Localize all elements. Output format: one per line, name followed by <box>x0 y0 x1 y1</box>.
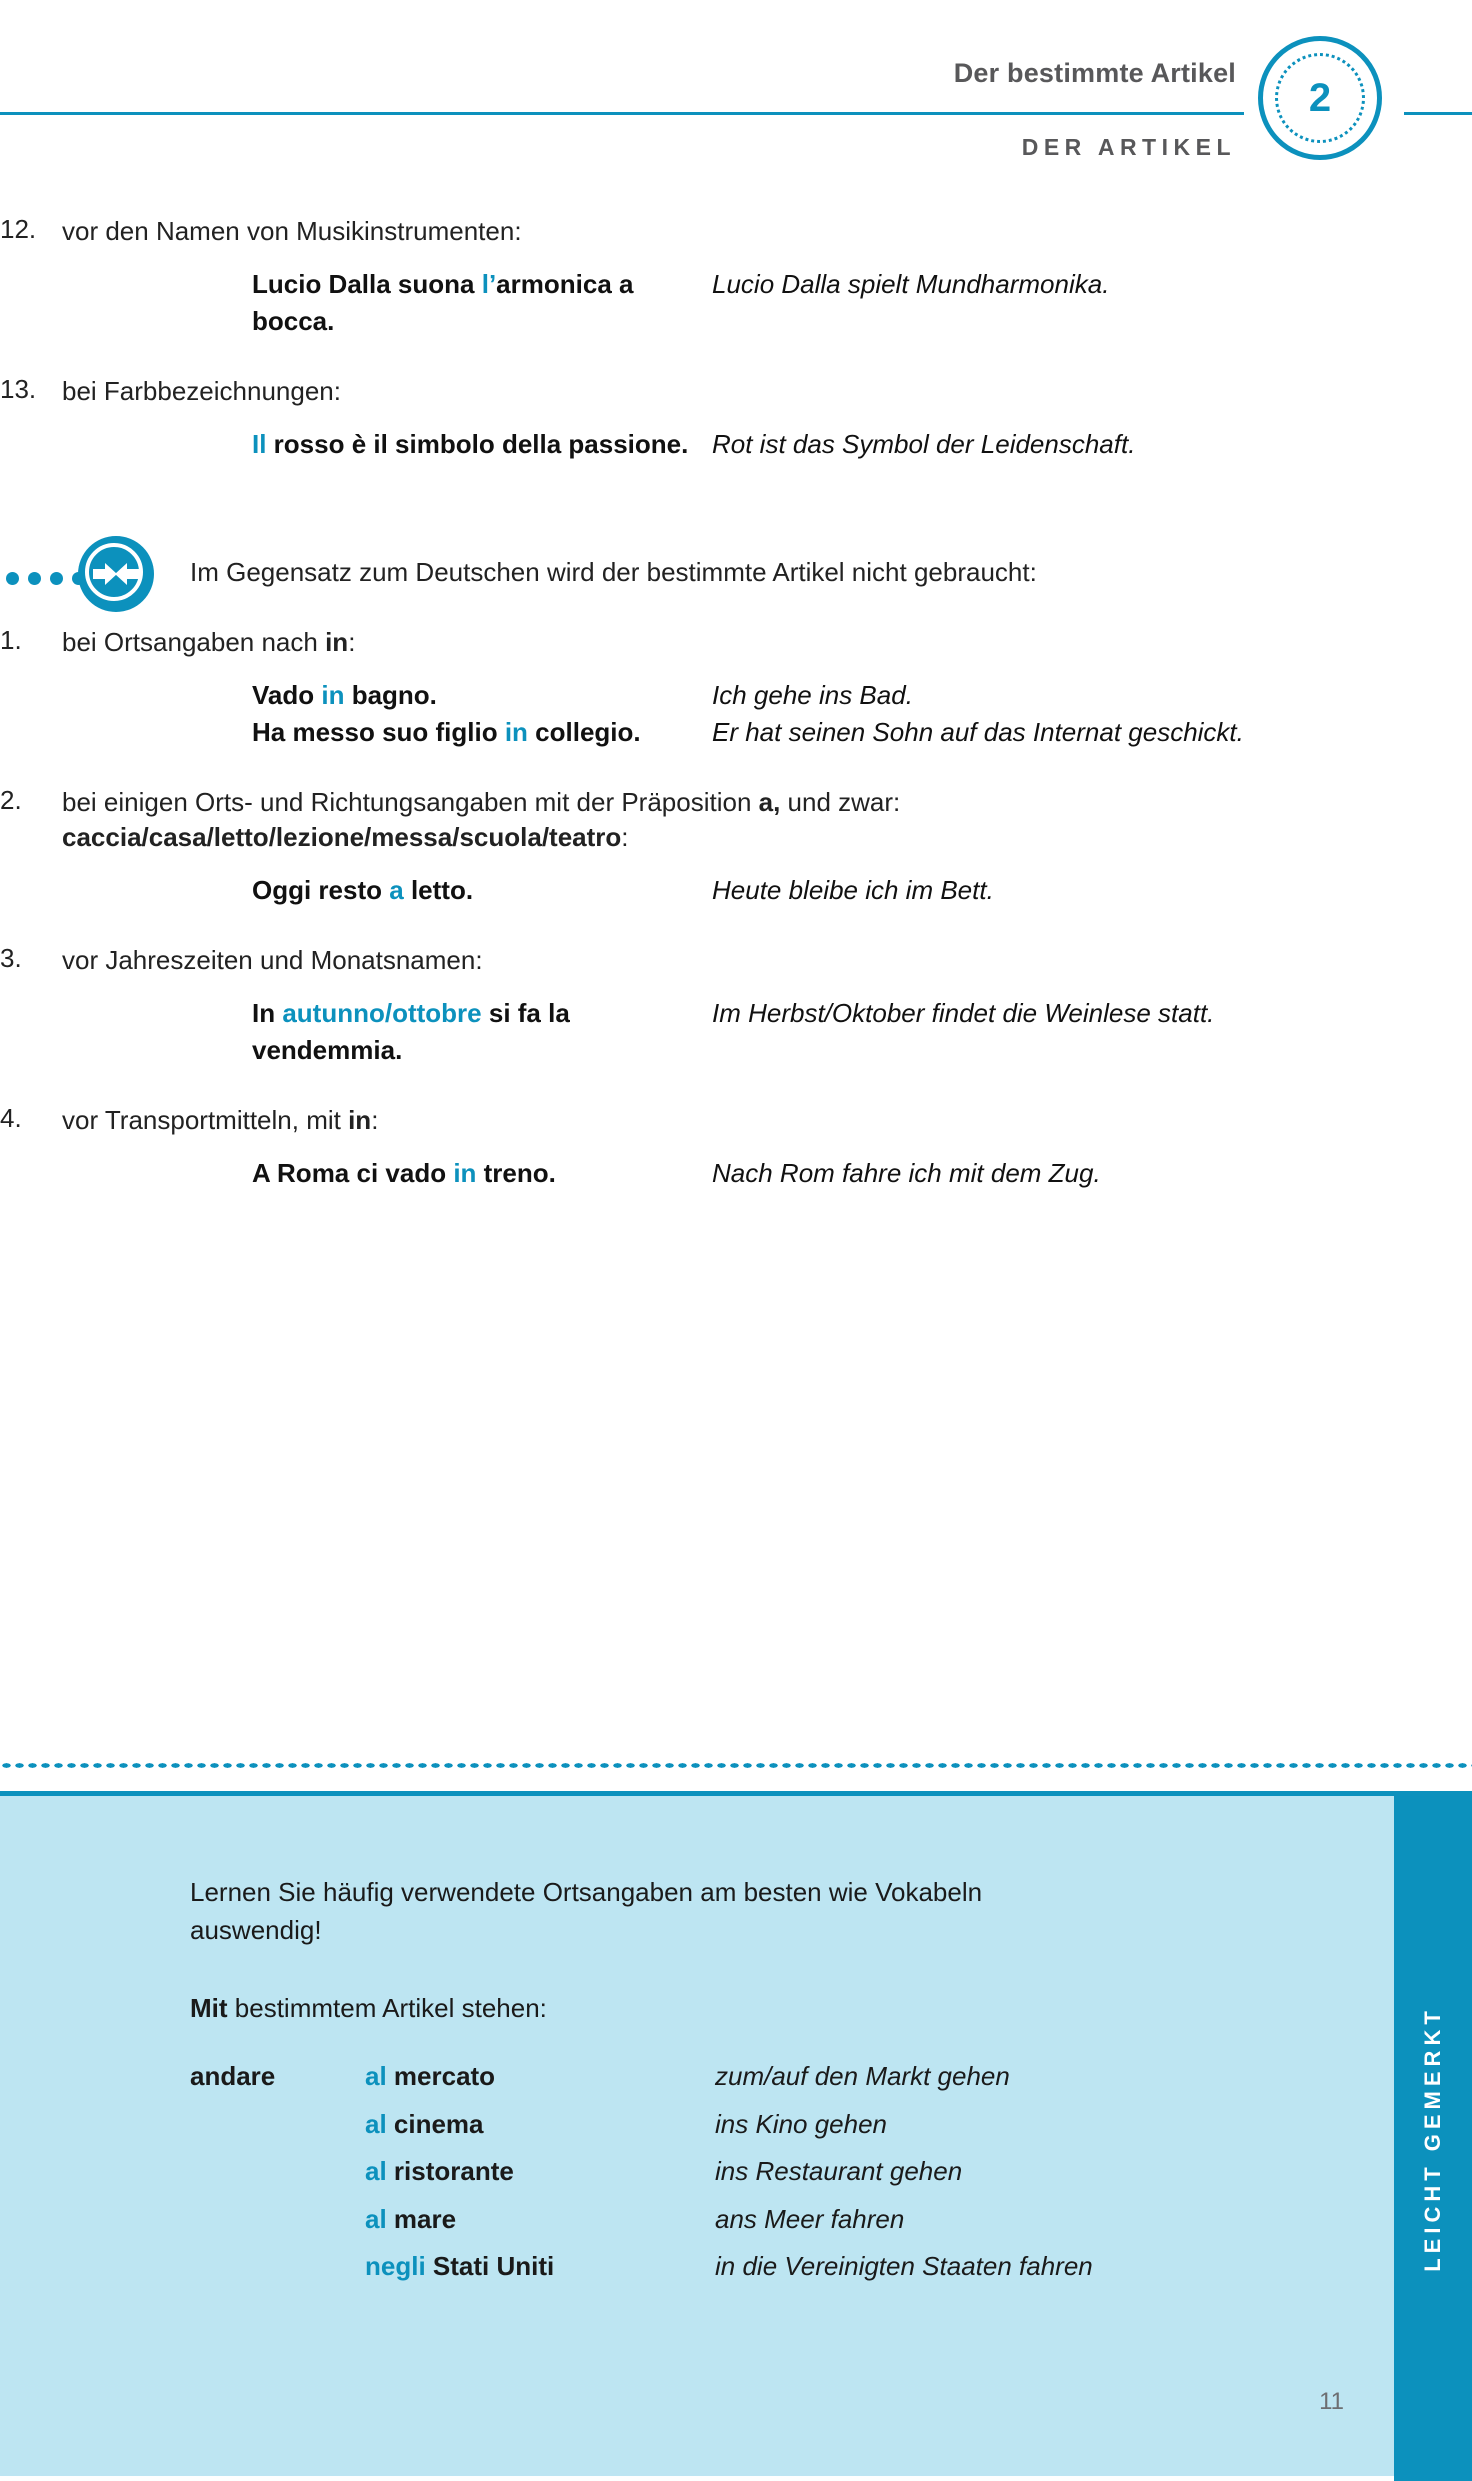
list-item <box>0 625 1472 661</box>
callout-text: Im Gegensatz zum Deutschen wird der bestimmte Artikel nicht gebraucht: <box>190 557 1037 588</box>
example-german <box>712 677 1332 751</box>
example-it-highlight: l’ <box>481 268 497 299</box>
example-it-highlight: autunno/ottobre <box>282 998 482 1029</box>
example-block <box>0 677 1472 751</box>
rule-text: vor den Namen von Musikinstrumenten: <box>62 216 522 246</box>
voc-german: ins Restaurant gehen <box>715 2156 963 2187</box>
rule-text <box>62 785 1472 857</box>
dotted-divider <box>0 1762 1472 1769</box>
rule-text <box>62 1103 1472 1139</box>
voc-italian <box>365 2155 715 2203</box>
example-italian <box>252 1155 712 1192</box>
example-de-line: Er hat seinen Sohn auf das Internat geschickt. <box>712 716 1244 747</box>
example-it-highlight: a <box>389 875 404 906</box>
rule-text: bei Farbbezeichnungen: <box>62 375 341 406</box>
table-row <box>190 2108 1093 2156</box>
tip-box-tab-label: LEICHT GEMERKT <box>1420 2005 1445 2272</box>
leader-dot <box>6 572 19 585</box>
example-block <box>0 995 1472 1069</box>
example-it-pre: Oggi resto <box>252 875 390 906</box>
example-it-post: armonica a bocca. <box>252 268 634 336</box>
example-it-pre: A Roma ci vado <box>252 1157 454 1188</box>
voc-verb <box>190 2108 365 2156</box>
rule-text-bold-list: caccia/casa/letto/lezione/messa/scuola/teatro <box>62 822 622 853</box>
voc-verb <box>190 2203 365 2251</box>
list-item <box>0 214 1472 250</box>
example-german: Lucio Dalla spielt Mundharmonika. <box>712 268 1110 299</box>
example-block <box>0 872 1472 909</box>
example-german: Im Herbst/Oktober findet die Weinlese statt. <box>712 998 1215 1029</box>
voc-italian <box>365 2108 715 2156</box>
voc-german: zum/auf den Markt gehen <box>715 2061 1010 2092</box>
page-number: 11 <box>1319 2388 1344 2415</box>
voc-article: negli <box>365 2251 426 2282</box>
list-item <box>0 785 1472 857</box>
example-italian <box>252 677 712 751</box>
voc-verb <box>190 2155 365 2203</box>
example-german: Rot ist das Symbol der Leidenschaft. <box>712 428 1136 459</box>
voc-article: al <box>365 2156 387 2187</box>
rule-text-bold: a, <box>758 786 781 817</box>
tip-box-intro: Lernen Sie häufig verwendete Ortsangaben am besten wie Vokabeln auswendig! <box>190 1877 983 1945</box>
page-content <box>0 214 1472 1192</box>
example-it-post: collegio. <box>527 716 641 747</box>
tip-box-content <box>0 1796 1472 2298</box>
rule-text-post2: : <box>621 822 629 853</box>
voc-italian <box>365 2203 715 2251</box>
voc-article: al <box>365 2061 387 2092</box>
rule-text-pre: bei Ortsangaben nach <box>62 626 326 657</box>
chapter-number: 2 <box>1308 76 1332 120</box>
table-row <box>190 2060 1093 2108</box>
example-italian <box>252 995 712 1069</box>
example-it-pre: Ha messo suo figlio <box>252 716 505 747</box>
leader-dot <box>50 572 63 585</box>
example-it-post: bagno. <box>344 679 437 710</box>
rule-text-bold: in <box>325 626 349 657</box>
converging-arrows-icon <box>78 536 154 612</box>
example-it-pre: Lucio Dalla suona <box>252 268 482 299</box>
tip-box-subhead-rest: bestimmtem Artikel stehen: <box>227 1993 547 2024</box>
table-row <box>190 2250 1093 2298</box>
example-it-post: treno. <box>476 1157 556 1188</box>
example-italian <box>252 426 712 463</box>
rule-text-bold: in <box>348 1104 372 1135</box>
vocabulary-table <box>190 2060 1093 2298</box>
list-item <box>0 943 1472 979</box>
example-block <box>0 266 1472 340</box>
example-it-post: rosso è il simbolo della passione. <box>266 428 689 459</box>
voc-german: ans Meer fahren <box>715 2203 905 2234</box>
voc-italian <box>365 2060 715 2108</box>
example-block <box>0 426 1472 463</box>
rule-text: vor Jahreszeiten und Monatsnamen: <box>62 945 483 976</box>
table-row <box>190 2203 1093 2251</box>
callout-block <box>0 554 1472 590</box>
example-it-pre: Vado <box>252 679 322 710</box>
voc-verb: andare <box>190 2061 276 2092</box>
example-it-pre: In <box>252 998 283 1029</box>
example-italian <box>252 872 712 909</box>
page-title: Der bestimmte Artikel <box>953 58 1236 88</box>
rule-text-post: : <box>348 626 356 657</box>
example-it-line <box>252 714 712 751</box>
rule-text-post: und zwar: <box>780 786 901 817</box>
voc-german: in die Vereinigten Staaten fahren <box>715 2251 1093 2282</box>
voc-german: ins Kino gehen <box>715 2108 888 2139</box>
example-block <box>0 1155 1472 1192</box>
voc-noun: cinema <box>386 2108 484 2139</box>
table-row <box>190 2155 1093 2203</box>
voc-noun: mare <box>386 2203 457 2234</box>
voc-noun: mercato <box>386 2061 496 2092</box>
example-it-highlight: Il <box>252 428 267 459</box>
list-marker: 13. <box>0 373 37 404</box>
tip-box-tab <box>1394 1796 1472 2481</box>
example-it-line <box>252 677 712 714</box>
list-item <box>0 1103 1472 1139</box>
example-de-line: Ich gehe ins Bad. <box>712 679 913 710</box>
rule-text-pre: bei einigen Orts- und Richtungsangaben mit der Präposition <box>62 786 759 817</box>
voc-verb <box>190 2250 365 2298</box>
example-german: Heute bleibe ich im Bett. <box>712 875 994 906</box>
tip-box-subhead-bold: Mit <box>190 1993 228 2024</box>
voc-italian <box>365 2250 715 2298</box>
rule-text-pre: vor Transportmitteln, mit <box>62 1104 349 1135</box>
list-marker: 4. <box>0 1102 22 1133</box>
list-marker: 3. <box>0 943 22 974</box>
list-marker: 1. <box>0 624 22 655</box>
voc-article: al <box>365 2203 387 2234</box>
voc-noun: ristorante <box>386 2156 514 2187</box>
leader-dot <box>28 572 41 585</box>
tip-box <box>0 1791 1472 2476</box>
page-header <box>0 0 1472 180</box>
section-label: DER ARTIKEL <box>1021 134 1236 160</box>
chapter-badge <box>1258 36 1382 160</box>
list-item <box>0 374 1472 410</box>
voc-article: al <box>365 2108 387 2139</box>
rule-text <box>62 625 1472 661</box>
example-italian <box>252 266 712 340</box>
leader-dots <box>6 572 85 585</box>
example-it-highlight: in <box>453 1157 477 1188</box>
example-it-post: letto. <box>403 875 474 906</box>
example-german: Nach Rom fahre ich mit dem Zug. <box>712 1157 1101 1188</box>
voc-noun: Stati Uniti <box>425 2251 555 2282</box>
callout-icon-group <box>0 536 180 626</box>
list-marker: 2. <box>0 784 22 815</box>
example-it-post: si fa la vendemmia. <box>252 998 570 1065</box>
tip-box-subhead <box>190 1993 1472 2024</box>
example-it-highlight: in <box>504 716 528 747</box>
rule-text-post: : <box>371 1104 379 1135</box>
example-it-highlight: in <box>321 679 345 710</box>
list-marker: 12. <box>0 214 37 244</box>
